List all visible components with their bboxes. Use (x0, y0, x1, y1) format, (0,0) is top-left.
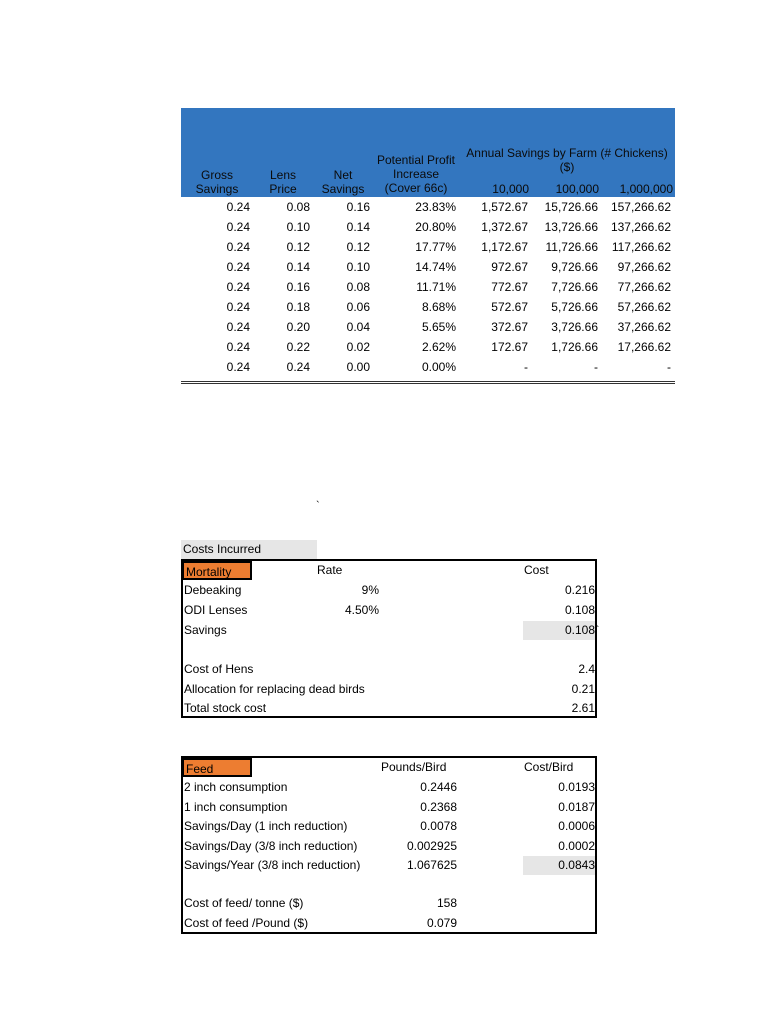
cell-profit-increase: 0.00% (421, 360, 456, 374)
feed-row-cost: 0.0006 (558, 819, 595, 833)
header-farm-10000: 10,000 (459, 178, 531, 197)
header-annual-savings: Annual Savings by Farm (# Chickens) ($) (459, 108, 675, 178)
table-row (181, 297, 675, 317)
allocation-value: 0.21 (571, 682, 595, 696)
costs-incurred-box (181, 559, 600, 718)
cell-net-savings: 0.04 (346, 320, 370, 334)
feed-row-pounds: 1.067625 (406, 858, 457, 872)
cell-farm-10000: - (524, 360, 528, 374)
cost-of-hens-label: Cost of Hens (184, 662, 254, 676)
cell-net-savings: 0.00 (346, 360, 370, 374)
feed-row-cost: 0.0187 (558, 799, 595, 814)
feed-row-label: Savings/Day (1 inch reduction) (184, 819, 348, 833)
cell-farm-100000: 3,726.66 (551, 320, 598, 334)
cell-lens-price: 0.14 (286, 260, 310, 274)
feed-row-cost: 0.0193 (558, 780, 595, 794)
mortality-header-row (183, 561, 595, 580)
cost-header: Cost (524, 563, 549, 577)
table-row (181, 197, 675, 217)
cost-per-bird-header: Cost/Bird (524, 760, 574, 774)
cell-farm-10000: 1,372.67 (481, 220, 528, 234)
table-row (181, 257, 675, 277)
odi-lenses-label: ODI Lenses (184, 603, 248, 617)
cost-of-hens-value: 2.4 (578, 662, 595, 676)
feed-cost-tonne-label: Cost of feed/ tonne ($) (184, 896, 304, 910)
feed-row (183, 778, 595, 797)
table-row (181, 337, 675, 357)
table-row (181, 357, 675, 377)
cell-farm-100000: 11,726.66 (545, 240, 598, 254)
mortality-label: Mortality (182, 561, 252, 580)
savings-table (181, 108, 675, 384)
feed-cost-tonne-value: 158 (436, 896, 457, 910)
cell-gross-savings: 0.24 (226, 300, 250, 314)
allocation-row (183, 680, 595, 699)
feed-row-label: 1 inch consumption (184, 799, 288, 814)
savings-cost: 0.108 (523, 621, 595, 640)
feed-row (183, 817, 595, 836)
odi-lenses-cost: 0.108 (564, 603, 595, 617)
cell-profit-increase: 14.74% (415, 260, 456, 274)
feed-row-cost: 0.0843 (523, 856, 595, 875)
cell-lens-price: 0.20 (286, 320, 310, 334)
savings-mark: ` (596, 625, 600, 636)
cell-lens-price: 0.10 (286, 220, 310, 234)
cell-gross-savings: 0.24 (226, 320, 250, 334)
pounds-per-bird-header: Pounds/Bird (381, 760, 447, 774)
cell-farm-100000: 15,726.66 (544, 200, 598, 214)
feed-row-cost: 0.0002 (558, 838, 595, 853)
debeaking-rate: 9% (361, 583, 379, 597)
debeaking-cost: 0.216 (564, 583, 595, 597)
cell-profit-increase: 8.68% (421, 300, 456, 314)
feed-header-row (183, 758, 595, 777)
cell-farm-1000000: - (667, 360, 672, 374)
cell-farm-10000: 772.67 (491, 280, 528, 294)
header-farm-100000: 100,000 (531, 178, 601, 197)
cell-farm-1000000: 137,266.62 (610, 220, 672, 234)
header-potential-profit: Potential Profit Increase (Cover 66c) (373, 108, 459, 197)
cell-farm-100000: 1,726.66 (551, 340, 598, 354)
header-gross-savings: Gross Savings (181, 108, 253, 197)
cell-farm-10000: 1,572.67 (481, 200, 528, 214)
cell-profit-increase: 5.65% (421, 320, 456, 334)
stray-mark: ` (316, 500, 320, 512)
table-bottom-double-rule (181, 381, 675, 384)
cell-lens-price: 0.16 (286, 280, 310, 294)
cell-lens-price: 0.08 (286, 200, 310, 214)
cell-farm-100000: 9,726.66 (551, 260, 598, 274)
savings-row (183, 621, 600, 640)
cell-net-savings: 0.02 (346, 340, 370, 354)
feed-row (183, 856, 595, 875)
cell-net-savings: 0.12 (346, 240, 370, 254)
allocation-label: Allocation for replacing dead birds (184, 682, 365, 696)
header-lens-price: Lens Price (253, 108, 313, 197)
cell-farm-10000: 372.67 (491, 320, 528, 334)
feed-row-pounds: 0.002925 (406, 838, 457, 853)
cell-farm-1000000: 17,266.62 (617, 340, 672, 354)
feed-cost-pound-row (183, 914, 595, 933)
cell-lens-price: 0.24 (286, 360, 310, 374)
total-stock-label: Total stock cost (184, 701, 267, 715)
feed-label: Feed (182, 758, 252, 777)
odi-lenses-rate: 4.50% (344, 603, 379, 617)
table-row (181, 277, 675, 297)
cell-farm-1000000: 97,266.62 (617, 260, 672, 274)
cell-lens-price: 0.12 (286, 240, 310, 254)
total-stock-row (183, 699, 595, 718)
cell-farm-10000: 172.67 (491, 340, 528, 354)
feed-cost-pound-label: Cost of feed /Pound ($) (184, 916, 309, 930)
rate-header: Rate (317, 563, 343, 577)
cell-farm-100000: 7,726.66 (551, 280, 598, 294)
cell-net-savings: 0.08 (346, 280, 370, 294)
feed-row-label: Savings/Year (3/8 inch reduction) (184, 858, 361, 872)
odi-lenses-row (183, 601, 595, 620)
cell-net-savings: 0.10 (346, 260, 370, 274)
cell-net-savings: 0.16 (346, 200, 370, 214)
feed-row-label: Savings/Day (3/8 inch reduction) (184, 838, 358, 853)
cell-profit-increase: 20.80% (415, 220, 456, 234)
cell-farm-10000: 1,172.67 (481, 240, 528, 254)
cell-profit-increase: 2.62% (421, 340, 456, 354)
cell-lens-price: 0.18 (286, 300, 310, 314)
costs-incurred-title: Costs Incurred (181, 540, 317, 559)
table-row (181, 237, 675, 257)
cell-farm-100000: 13,726.66 (544, 220, 598, 234)
cell-profit-increase: 11.71% (416, 280, 456, 294)
feed-box (181, 756, 597, 934)
feed-row-label: 2 inch consumption (184, 780, 288, 794)
cell-gross-savings: 0.24 (226, 220, 250, 234)
savings-label: Savings (184, 623, 227, 637)
feed-row-pounds: 0.0078 (420, 819, 457, 833)
cell-gross-savings: 0.24 (226, 260, 250, 274)
cell-farm-10000: 572.67 (491, 300, 528, 314)
cell-gross-savings: 0.24 (226, 360, 250, 374)
cell-farm-10000: 972.67 (491, 260, 528, 274)
cell-farm-1000000: 37,266.62 (617, 320, 672, 334)
cell-net-savings: 0.06 (346, 300, 370, 314)
header-farm-1000000: 1,000,000 (601, 178, 675, 197)
feed-row (183, 837, 595, 856)
feed-row (183, 798, 595, 817)
header-net-savings: Net Savings (313, 108, 373, 197)
cell-gross-savings: 0.24 (226, 240, 250, 254)
cell-net-savings: 0.14 (346, 220, 370, 234)
cell-farm-1000000: 117,266.62 (611, 240, 672, 254)
cell-gross-savings: 0.24 (226, 280, 250, 294)
cell-farm-1000000: 157,266.62 (610, 200, 672, 214)
total-stock-value: 2.61 (571, 701, 595, 715)
feed-row-pounds: 0.2368 (420, 799, 457, 814)
debeaking-row (183, 581, 595, 600)
savings-table-body (181, 197, 675, 377)
feed-row-pounds: 0.2446 (420, 780, 457, 794)
cell-gross-savings: 0.24 (226, 200, 250, 214)
feed-cost-pound-value: 0.079 (426, 916, 457, 930)
cost-of-hens-row (183, 660, 595, 679)
cell-profit-increase: 17.77% (415, 240, 456, 254)
cell-gross-savings: 0.24 (226, 340, 250, 354)
cell-farm-100000: - (594, 360, 598, 374)
debeaking-label: Debeaking (184, 583, 242, 597)
cell-farm-1000000: 77,266.62 (617, 280, 672, 294)
cell-lens-price: 0.22 (286, 340, 310, 354)
cell-farm-1000000: 57,266.62 (617, 300, 672, 314)
cell-profit-increase: 23.83% (415, 200, 456, 214)
feed-cost-tonne-row (183, 894, 595, 913)
table-row (181, 317, 675, 337)
cell-farm-100000: 5,726.66 (551, 300, 598, 314)
table-row (181, 217, 675, 237)
